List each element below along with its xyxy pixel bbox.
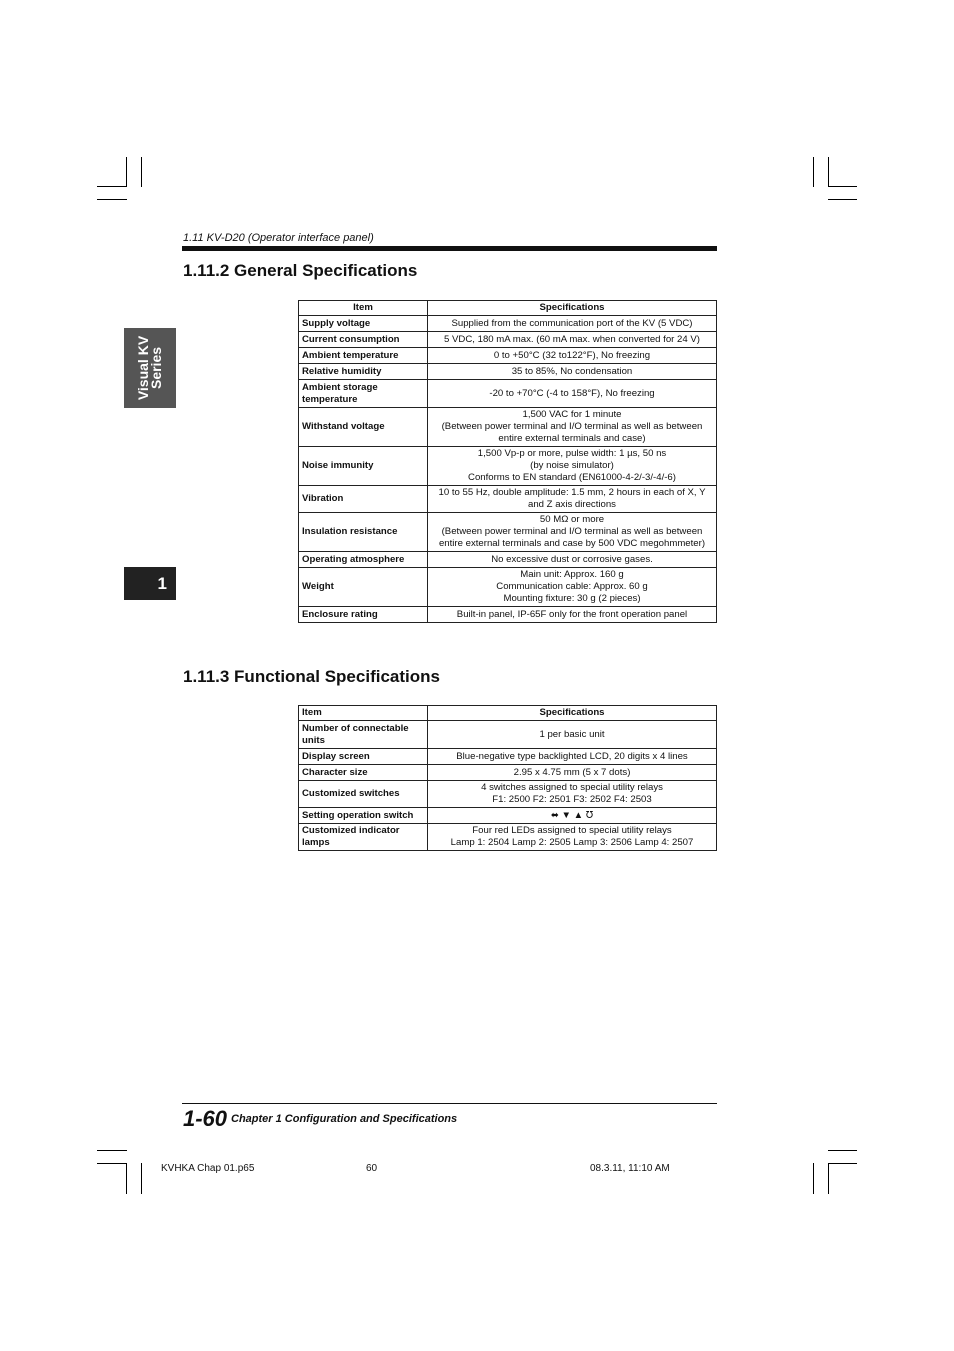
table-row: Current consumption 5 VDC, 180 mA max. (60 mA max. when converted for 24 V): [299, 332, 717, 348]
table-row: Customized switches 4 switches assigned to special utility relays F1: 2500 F2: 2501 F3: 2502 F4: 2503: [299, 781, 717, 808]
table-row: Weight Main unit: Approx. 160 g Communication cable: Approx. 60 g Mounting fixture: 30 g (2 pieces): [299, 568, 717, 607]
table-row: Display screen Blue-negative type backlighted LCD, 20 digits x 4 lines: [299, 749, 717, 765]
table-header-row: [299, 301, 717, 316]
column-header-spec: Specifications: [428, 301, 717, 316]
header-rule: [182, 246, 717, 251]
table-row: Vibration 10 to 55 Hz, double amplitude: 1.5 mm, 2 hours in each of X, Y and Z axis directions: [299, 486, 717, 513]
crop-mark: [97, 199, 127, 200]
page-number: 1-60: [183, 1106, 228, 1131]
section-heading-general: 1.11.2 General Specifications: [183, 261, 418, 280]
crop-mark: [97, 1150, 127, 1151]
crop-mark: [97, 186, 127, 187]
slug-date: 08.3.11, 11:10 AM: [590, 1163, 670, 1174]
column-header-spec: Specifications: [428, 706, 717, 721]
crop-mark: [126, 1163, 127, 1194]
table-row: Ambient storage temperature -20 to +70°C (-4 to 158°F), No freezing: [299, 380, 717, 408]
crop-mark: [97, 1163, 127, 1164]
table-row: Operating atmosphere No excessive dust or corrosive gases.: [299, 552, 717, 568]
section-heading-functional: 1.11.3 Functional Specifications: [183, 667, 440, 686]
table-row: Character size 2.95 x 4.75 mm (5 x 7 dots): [299, 765, 717, 781]
crop-mark: [813, 157, 814, 187]
table-row: Setting operation switch ⬌ ▼ ▲ ℧: [299, 808, 717, 824]
side-tab-label: Visual KV Series: [135, 335, 164, 401]
table-row: Ambient temperature 0 to +50°C (32 to122°F), No freezing: [299, 348, 717, 364]
crop-mark: [828, 199, 857, 200]
table-row: Withstand voltage 1,500 VAC for 1 minute (Between power terminal and I/O terminal as well as between entire external terminals and case): [299, 408, 717, 447]
table-row: Relative humidity 35 to 85%, No condensation: [299, 364, 717, 380]
crop-mark: [126, 157, 127, 187]
column-header-item: Item: [299, 301, 428, 316]
table-row: Insulation resistance 50 MΩ or more (Between power terminal and I/O terminal as well as between entire external terminals and case by 500 VDC megohmmeter): [299, 513, 717, 552]
crop-mark: [828, 1163, 829, 1194]
crop-mark: [828, 1150, 857, 1151]
table-row: Enclosure rating Built-in panel, IP-65F only for the front operation panel: [299, 607, 717, 623]
chapter-tab: 1: [124, 567, 176, 600]
general-spec-table: [298, 300, 717, 623]
table-row: Supply voltage Supplied from the communication port of the KV (5 VDC): [299, 316, 717, 332]
crop-mark: [813, 1163, 814, 1194]
slug-page: 60: [366, 1163, 378, 1174]
table-row: Noise immunity 1,500 Vp-p or more, pulse width: 1 µs, 50 ns (by noise simulator) Conforms to EN standard (EN61000-4-2/-3/-4/-6): [299, 447, 717, 486]
running-header: 1.11 KV-D20 (Operator interface panel): [183, 232, 374, 244]
table-row: Number of connectable units 1 per basic unit: [299, 721, 717, 749]
crop-mark: [141, 157, 142, 187]
crop-mark: [141, 1163, 142, 1194]
side-tab: [124, 328, 176, 408]
column-header-item: Item: [299, 706, 428, 721]
table-header-row: [299, 706, 717, 721]
footer-rule: [182, 1103, 717, 1104]
slug-file: KVHKA Chap 01.p65: [161, 1163, 255, 1174]
crop-mark: [828, 186, 857, 187]
crop-mark: [828, 157, 829, 187]
chapter-label: Chapter 1 Configuration and Specifications: [231, 1113, 458, 1125]
crop-mark: [828, 1163, 857, 1164]
table-row: Customized indicator lamps Four red LEDs assigned to special utility relays Lamp 1: 2504 Lamp 2: 2505 Lamp 3: 2506 Lamp 4: 2507: [299, 824, 717, 851]
functional-spec-table: [298, 705, 717, 851]
operation-switch-icons: ⬌ ▼ ▲ ℧: [428, 808, 717, 824]
